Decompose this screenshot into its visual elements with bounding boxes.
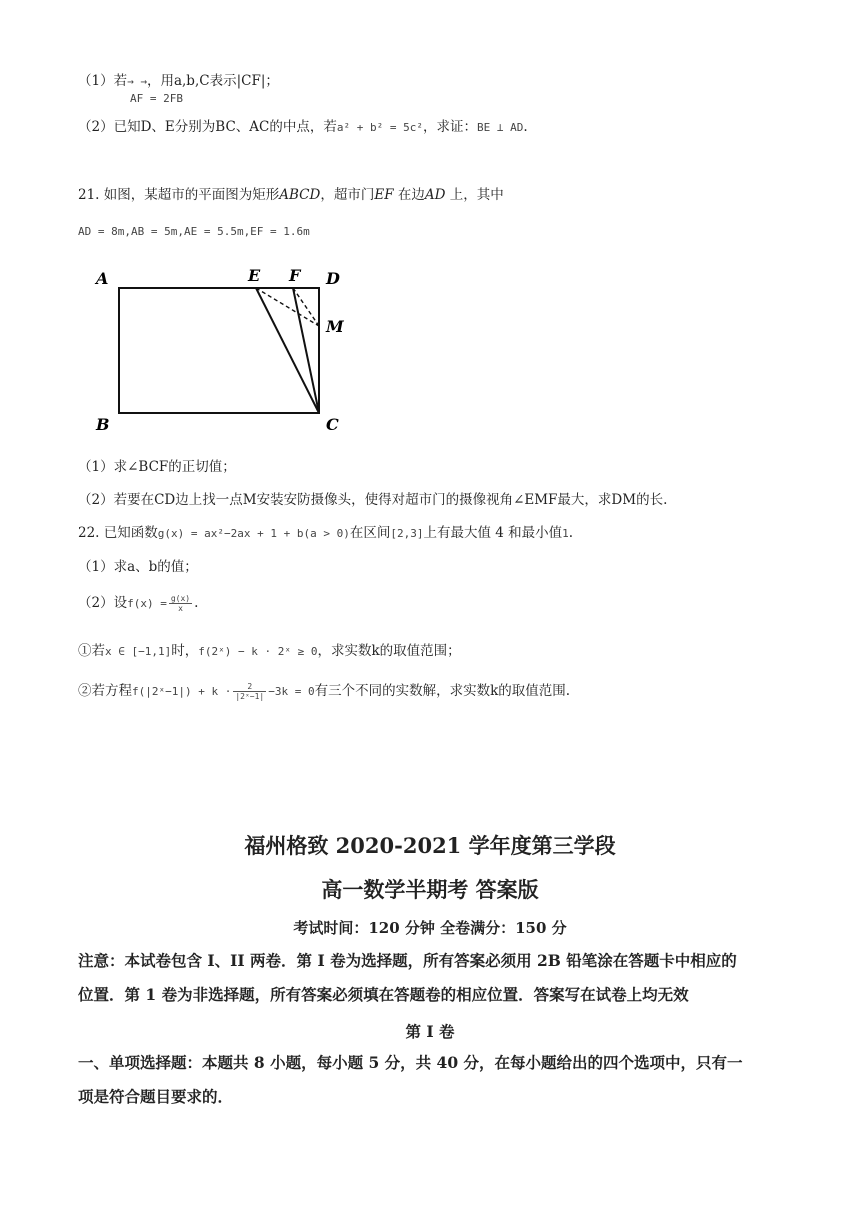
answer-subtitle: 高一数学半期考 答案版 (321, 877, 539, 902)
answer-title: 福州格致 2020-2021 学年度第三学段 (244, 833, 616, 858)
vector-arrows: → → (127, 75, 147, 88)
label-f: F (289, 266, 301, 285)
volume-heading: 第 I 卷 (405, 1022, 455, 1041)
q21-part2: （2）若要在CD边上找一点M安装安防摄像头，使得对超市门的摄像视角∠EMF最大，求DM的长. (78, 492, 668, 508)
note-line1: 注意：本试卷包含 I、II 两卷．第 I 卷为选择题，所有答案必须用 2B 铅笔涂在答题卡中相应的 (78, 951, 737, 970)
q20-part1-condition: AF = 2FB (130, 92, 183, 105)
q21-intro: 21. 如图，某超市的平面图为矩形ABCD，超市门EF 在边AD 上，其中 (78, 187, 504, 203)
q21-part1: （1）求∠BCF的正切值； (78, 459, 236, 475)
label-d: D (326, 269, 340, 288)
label-c: C (326, 415, 339, 434)
section-line1: 一、单项选择题：本题共 8 小题，每小题 5 分，共 40 分，在每小题给出的四个选项中，只有一 (78, 1053, 743, 1072)
label-m: M (326, 317, 344, 336)
note-line2: 位置．第 1 卷为非选择题，所有答案必须填在答题卷的相应位置．答案写在试卷上均无效 (78, 985, 689, 1004)
section-line2: 项是符合题目要求的． (78, 1087, 234, 1106)
q22-intro: 22. 已知函数g(x) = ax²−2ax + 1 + b(a > 0)在区间[2,3]上有最大值 4 和最小值1. (78, 525, 574, 541)
q22-case2: ②若方程f(|2ˣ−1|) + k · $\frac{2}{\text{|2ˣ−1|}}$ −3k = 0有三个不同的实数解，求实数k的取值范围. (78, 682, 571, 701)
q21-given: AD = 8m,AB = 5m,AE = 5.5m,EF = 1.6m (78, 225, 310, 238)
exam-meta: 考试时间：120 分钟 全卷满分：150 分 (293, 919, 567, 937)
q22-case1: ①若x ∈ [−1,1]时，f(2ˣ) − k · 2ˣ ≥ 0，求实数k的取值范围； (78, 643, 461, 659)
q22-part1: （1）求a、b的值； (78, 559, 198, 575)
label-e: E (248, 266, 261, 285)
q22-part2: （2）设f(x) = $\frac{g(x)}{x}$ . (78, 594, 199, 613)
rectangle-abcd (119, 288, 319, 413)
fraction-2-over-abs: $\frac{2}{\text{|2ˣ−1|}}$ (235, 682, 265, 701)
q20-part2: （2）已知D、E分别为BC、AC的中点，若a² + b² = 5c²，求证：BE ⊥ AD. (78, 119, 528, 135)
label-b: B (96, 415, 110, 434)
fraction-gx-over-x: $\frac{g(x)}{x}$ (170, 594, 191, 613)
supermarket-figure (90, 262, 360, 437)
q20-part1: （1）若→ →，用a,b,C表示|CF|； (78, 73, 279, 89)
label-a: A (96, 269, 109, 288)
